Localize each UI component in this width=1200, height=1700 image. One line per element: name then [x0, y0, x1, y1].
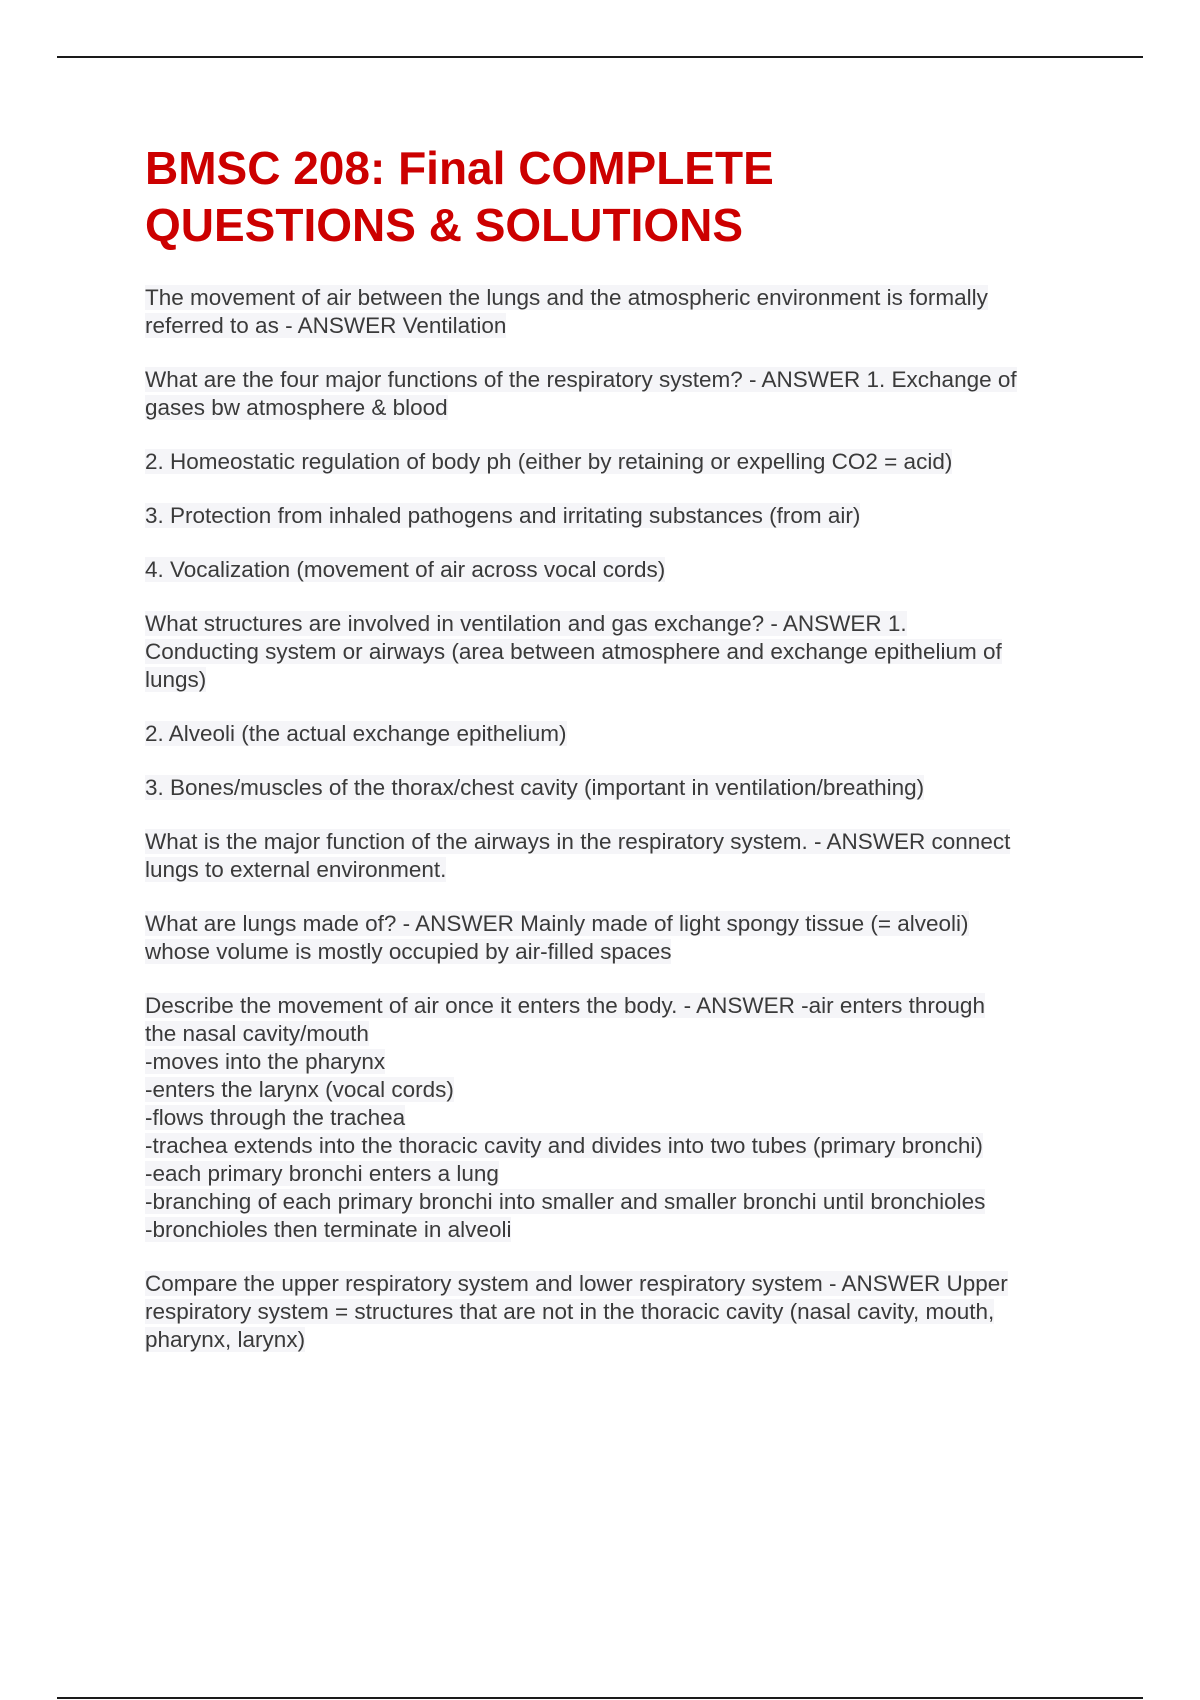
qa-paragraph [145, 610, 1095, 694]
text-line-content: The movement of air between the lungs and the atmospheric environment is formally [145, 285, 988, 310]
document-body [145, 140, 1095, 1380]
text-line [145, 910, 1095, 938]
text-line [145, 366, 1095, 394]
qa-paragraph [145, 720, 1095, 748]
text-line [145, 828, 1095, 856]
text-line [145, 1048, 1095, 1076]
text-line-content: pharynx, larynx) [145, 1327, 306, 1352]
text-line-content: 3. Protection from inhaled pathogens and irritating substances (from air) [145, 503, 861, 528]
qa-paragraph [145, 774, 1095, 802]
text-line-content: Describe the movement of air once it enters the body. - ANSWER -air enters through [145, 993, 985, 1018]
text-line-content: the nasal cavity/mouth [145, 1021, 369, 1046]
text-line-content: -moves into the pharynx [145, 1049, 386, 1074]
text-line-content: -each primary bronchi enters a lung [145, 1161, 499, 1186]
text-line [145, 502, 1095, 530]
text-line [145, 1188, 1095, 1216]
qa-paragraph [145, 502, 1095, 530]
text-line-content: Conducting system or airways (area between atmosphere and exchange epithelium of [145, 639, 1002, 664]
qa-paragraph [145, 828, 1095, 884]
text-line-content: 3. Bones/muscles of the thorax/chest cavity (important in ventilation/breathing) [145, 775, 925, 800]
text-line [145, 856, 1095, 884]
text-line [145, 610, 1095, 638]
text-line [145, 1160, 1095, 1188]
text-line-content: 4. Vocalization (movement of air across vocal cords) [145, 557, 666, 582]
text-line [145, 394, 1095, 422]
title-line: QUESTIONS & SOLUTIONS [145, 199, 744, 251]
text-line-content: 2. Homeostatic regulation of body ph (either by retaining or expelling CO2 = acid) [145, 449, 953, 474]
qa-paragraph [145, 366, 1095, 422]
text-line-content: -branching of each primary bronchi into smaller and smaller bronchi until bronchioles [145, 1189, 986, 1214]
text-line-content: -flows through the trachea [145, 1105, 406, 1130]
text-line-content: -trachea extends into the thoracic cavity and divides into two tubes (primary bronchi) [145, 1133, 983, 1158]
text-line [145, 638, 1095, 666]
text-line [145, 938, 1095, 966]
text-line [145, 448, 1095, 476]
text-line [145, 1104, 1095, 1132]
text-line [145, 284, 1095, 312]
qa-paragraph [145, 1270, 1095, 1354]
text-line [145, 992, 1095, 1020]
qa-paragraph [145, 448, 1095, 476]
text-line [145, 1132, 1095, 1160]
text-line [145, 774, 1095, 802]
qa-paragraph [145, 284, 1095, 340]
text-line-content: Compare the upper respiratory system and lower respiratory system - ANSWER Upper [145, 1271, 1008, 1296]
qa-paragraph [145, 992, 1095, 1244]
text-line-content: 2. Alveoli (the actual exchange epithelium) [145, 721, 567, 746]
text-line [145, 1076, 1095, 1104]
text-line-content: What is the major function of the airways in the respiratory system. - ANSWER connect [145, 829, 1011, 854]
document-title [145, 140, 1095, 254]
text-line [145, 1216, 1095, 1244]
text-line-content: lungs to external environment. [145, 857, 447, 882]
text-line-content: respiratory system = structures that are not in the thoracic cavity (nasal cavity, mouth, [145, 1299, 995, 1324]
text-line-content: What are lungs made of? - ANSWER Mainly made of light spongy tissue (= alveoli) [145, 911, 969, 936]
qa-list [145, 284, 1095, 1354]
text-line [145, 720, 1095, 748]
text-line-content: lungs) [145, 667, 207, 692]
text-line-content: -enters the larynx (vocal cords) [145, 1077, 454, 1102]
text-line [145, 312, 1095, 340]
text-line [145, 556, 1095, 584]
qa-paragraph [145, 910, 1095, 966]
text-line-content: What are the four major functions of the respiratory system? - ANSWER 1. Exchange of [145, 367, 1017, 392]
text-line-content: whose volume is mostly occupied by air-filled spaces [145, 939, 672, 964]
qa-paragraph [145, 556, 1095, 584]
text-line [145, 1298, 1095, 1326]
text-line-content: referred to as - ANSWER Ventilation [145, 313, 507, 338]
text-line-content: What structures are involved in ventilation and gas exchange? - ANSWER 1. [145, 611, 907, 636]
text-line [145, 666, 1095, 694]
text-line-content: gases bw atmosphere & blood [145, 395, 448, 420]
text-line [145, 1326, 1095, 1354]
text-line [145, 1020, 1095, 1048]
text-line [145, 1270, 1095, 1298]
bottom-rule [57, 1697, 1143, 1699]
text-line-content: -bronchioles then terminate in alveoli [145, 1217, 512, 1242]
title-line: BMSC 208: Final COMPLETE [145, 142, 774, 194]
top-rule [57, 56, 1143, 58]
